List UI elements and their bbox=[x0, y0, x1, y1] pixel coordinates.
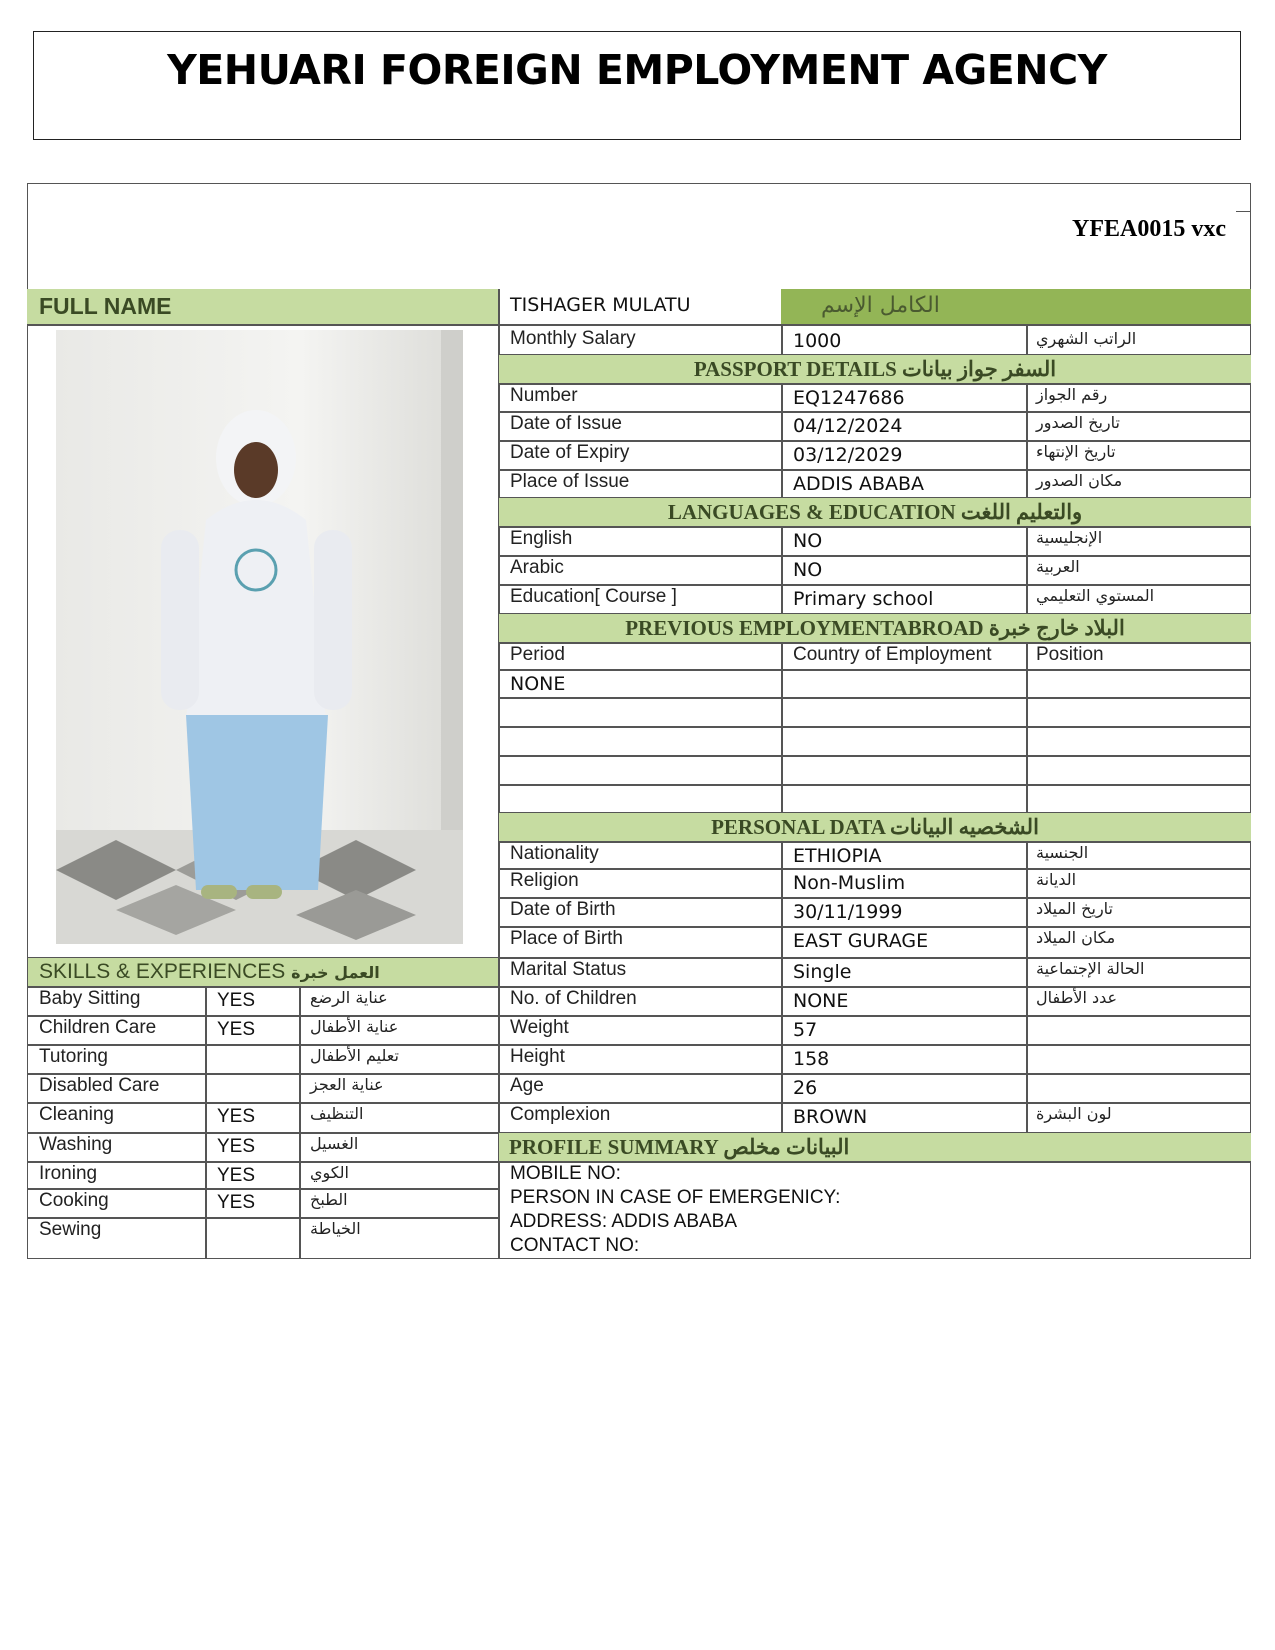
personal-row-label: Place of Birth bbox=[510, 928, 623, 949]
divider bbox=[299, 1015, 301, 1044]
passport-title-ar: السفر جواز بيانات bbox=[902, 357, 1057, 381]
previous-title bbox=[499, 616, 1251, 641]
language-row-ar: المستوي التعليمي bbox=[1036, 586, 1155, 605]
candidate-photo-drawing bbox=[56, 330, 463, 944]
skills-title-en: SKILLS & EXPERIENCES bbox=[39, 960, 286, 983]
skills-title bbox=[39, 960, 380, 984]
languages-title bbox=[499, 500, 1251, 525]
skill-row-label: Children Care bbox=[39, 1017, 157, 1038]
divider bbox=[498, 755, 1251, 757]
summary-title bbox=[509, 1135, 849, 1160]
divider bbox=[205, 1161, 207, 1188]
passport-row-label: Place of Issue bbox=[510, 471, 630, 492]
divider bbox=[1026, 841, 1028, 868]
skill-row-label: Washing bbox=[39, 1134, 113, 1155]
personal-title bbox=[499, 815, 1251, 840]
summary-line: PERSON IN CASE OF EMERGENICY: bbox=[510, 1187, 841, 1208]
language-row-value: NO bbox=[793, 530, 823, 552]
skill-row-label: Sewing bbox=[39, 1219, 102, 1240]
language-row-ar: العربية bbox=[1036, 557, 1080, 576]
divider bbox=[781, 526, 783, 555]
divider bbox=[299, 1188, 301, 1217]
divider bbox=[1026, 555, 1028, 584]
divider bbox=[498, 697, 1251, 699]
personal-row-value: 57 bbox=[793, 1019, 818, 1041]
previous-header: Country of Employment bbox=[793, 644, 992, 665]
passport-row-ar: مكان الصدور bbox=[1036, 471, 1123, 490]
previous-title-ar: البلاد خارج خبرة bbox=[988, 616, 1125, 640]
divider bbox=[1026, 642, 1028, 813]
divider bbox=[1026, 440, 1028, 469]
divider bbox=[1026, 926, 1028, 957]
personal-row-label: Complexion bbox=[510, 1104, 611, 1125]
divider bbox=[1026, 411, 1028, 440]
personal-row-ar: لون البشرة bbox=[1036, 1104, 1112, 1123]
divider bbox=[1026, 324, 1028, 354]
divider bbox=[781, 440, 783, 469]
divider bbox=[781, 411, 783, 440]
divider bbox=[781, 324, 783, 354]
passport-row-value: 03/12/2029 bbox=[793, 444, 903, 466]
skill-row-label: Cleaning bbox=[39, 1104, 114, 1125]
divider bbox=[205, 1132, 207, 1161]
personal-row-value: Single bbox=[793, 961, 852, 983]
personal-row-ar: عدد الأطفال bbox=[1036, 988, 1118, 1007]
languages-title-en: LANGUAGES & EDUCATION bbox=[667, 500, 956, 524]
passport-row-label: Number bbox=[510, 385, 578, 406]
divider bbox=[781, 868, 783, 897]
divider bbox=[781, 383, 783, 412]
personal-row-label: Height bbox=[510, 1046, 565, 1067]
personal-row-label: Marital Status bbox=[510, 959, 627, 980]
divider bbox=[781, 957, 783, 986]
divider bbox=[498, 784, 1251, 786]
language-row-label: English bbox=[510, 528, 573, 549]
divider bbox=[781, 642, 783, 813]
divider bbox=[498, 1044, 1251, 1046]
divider bbox=[498, 526, 1251, 528]
divider bbox=[498, 1015, 1251, 1017]
skill-row-label: Disabled Care bbox=[39, 1075, 160, 1096]
skill-row-value: YES bbox=[217, 990, 256, 1011]
skill-row-value: YES bbox=[217, 1192, 256, 1213]
personal-row-value: EAST GURAGE bbox=[793, 930, 929, 952]
personal-row-value: 30/11/1999 bbox=[793, 901, 903, 923]
divider bbox=[1026, 1015, 1028, 1044]
divider bbox=[498, 726, 1251, 728]
agency-title: YEHUARI FOREIGN EMPLOYMENT AGENCY bbox=[167, 46, 1107, 94]
divider bbox=[27, 324, 1251, 326]
previous-cell: NONE bbox=[510, 673, 566, 695]
personal-row-ar: الحالة الإجتماعية bbox=[1036, 959, 1145, 978]
skill-row-ar: عناية الأطفال bbox=[310, 1017, 399, 1036]
language-row-value: Primary school bbox=[793, 588, 934, 610]
divider bbox=[299, 1044, 301, 1073]
divider bbox=[27, 1161, 498, 1163]
skill-row-label: Cooking bbox=[39, 1190, 109, 1211]
passport-title bbox=[499, 357, 1251, 382]
passport-row-ar: تاريخ الإنتهاء bbox=[1036, 442, 1116, 461]
skill-row-value: YES bbox=[217, 1165, 256, 1186]
summary-title-ar: البيانات مخلص bbox=[723, 1135, 850, 1159]
divider bbox=[299, 1102, 301, 1132]
previous-header: Position bbox=[1036, 644, 1104, 665]
divider bbox=[205, 1217, 207, 1258]
divider bbox=[498, 1102, 1251, 1104]
divider bbox=[1026, 897, 1028, 926]
divider bbox=[781, 1102, 783, 1132]
passport-row-value: EQ1247686 bbox=[793, 387, 905, 409]
divider bbox=[205, 1073, 207, 1102]
skill-row-ar: الكوي bbox=[310, 1163, 349, 1182]
passport-title-en: PASSPORT DETAILS bbox=[693, 357, 897, 381]
passport-row-value: ADDIS ABABA bbox=[793, 473, 925, 495]
skill-row-value: YES bbox=[217, 1019, 256, 1040]
divider bbox=[781, 584, 783, 613]
divider bbox=[781, 1073, 783, 1102]
passport-row-label: Date of Issue bbox=[510, 413, 622, 434]
personal-title-en: PERSONAL DATA bbox=[711, 815, 885, 839]
skills-title-ar: العمل خبرة bbox=[291, 963, 380, 982]
skill-row-label: Tutoring bbox=[39, 1046, 108, 1067]
candidate-photo bbox=[56, 330, 463, 944]
skill-row-label: Ironing bbox=[39, 1163, 98, 1184]
personal-row-ar: مكان الميلاد bbox=[1036, 928, 1116, 947]
form-code: YFEA0015 vxc bbox=[1072, 216, 1226, 242]
languages-title-ar: والتعليم اللغت bbox=[960, 500, 1083, 524]
divider bbox=[1026, 383, 1028, 412]
divider bbox=[205, 1015, 207, 1044]
divider bbox=[205, 1102, 207, 1132]
corner-mark bbox=[1236, 211, 1250, 212]
skill-row-ar: عناية الرضع bbox=[310, 988, 388, 1007]
skill-row-ar: الخياطة bbox=[310, 1219, 361, 1238]
summary-line: CONTACT NO: bbox=[510, 1235, 640, 1256]
fullname-ar-label: الكامل الإسم bbox=[821, 293, 940, 318]
summary-title-en: PROFILE SUMMARY bbox=[509, 1135, 719, 1159]
personal-row-value: NONE bbox=[793, 990, 849, 1012]
summary-line: ADDRESS: ADDIS ABABA bbox=[510, 1211, 738, 1232]
divider bbox=[205, 1044, 207, 1073]
divider bbox=[299, 1217, 301, 1258]
divider bbox=[498, 1073, 1251, 1075]
summary-line: MOBILE NO: bbox=[510, 1163, 621, 1184]
divider bbox=[205, 986, 207, 1015]
skill-row-ar: الغسيل bbox=[310, 1134, 359, 1153]
skill-row-ar: تعليم الأطفال bbox=[310, 1046, 399, 1065]
divider bbox=[1026, 868, 1028, 897]
divider bbox=[781, 1044, 783, 1073]
divider bbox=[498, 669, 1251, 671]
header-box bbox=[33, 31, 1241, 140]
personal-row-ar: الديانة bbox=[1036, 870, 1077, 889]
divider bbox=[498, 868, 1251, 870]
personal-row-value: Non-Muslim bbox=[793, 872, 906, 894]
divider bbox=[1026, 584, 1028, 613]
divider bbox=[1026, 957, 1028, 986]
personal-row-value: ETHIOPIA bbox=[793, 845, 882, 867]
passport-row-ar: تاريخ الصدور bbox=[1036, 413, 1120, 432]
divider bbox=[1026, 526, 1028, 555]
divider bbox=[498, 289, 500, 1259]
language-row-label: Arabic bbox=[510, 557, 564, 578]
previous-header: Period bbox=[510, 644, 565, 665]
skill-row-label: Baby Sitting bbox=[39, 988, 141, 1009]
divider bbox=[781, 841, 783, 868]
personal-row-value: 26 bbox=[793, 1077, 818, 1099]
personal-row-ar: الجنسية bbox=[1036, 843, 1089, 862]
language-row-label: Education[ Course ] bbox=[510, 586, 677, 607]
personal-row-label: Date of Birth bbox=[510, 899, 616, 920]
previous-title-en: PREVIOUS EMPLOYMENTABROAD bbox=[625, 616, 984, 640]
divider bbox=[1026, 469, 1028, 498]
skill-row-ar: التنظيف bbox=[310, 1104, 364, 1123]
divider bbox=[1026, 1073, 1028, 1102]
salary-label: Monthly Salary bbox=[510, 328, 636, 349]
divider bbox=[781, 1015, 783, 1044]
divider bbox=[781, 926, 783, 957]
salary-ar: الراتب الشهري bbox=[1036, 329, 1137, 348]
fullname-ar-band bbox=[781, 289, 1251, 324]
passport-row-ar: رقم الجواز bbox=[1036, 385, 1108, 404]
personal-row-value: BROWN bbox=[793, 1106, 868, 1128]
divider bbox=[781, 469, 783, 498]
skill-row-value: YES bbox=[217, 1106, 256, 1127]
skill-row-ar: عناية العجز bbox=[310, 1075, 384, 1094]
fullname-label-band bbox=[27, 289, 498, 324]
divider bbox=[1026, 1044, 1028, 1073]
divider bbox=[498, 841, 1251, 843]
divider bbox=[781, 986, 783, 1015]
divider bbox=[299, 1161, 301, 1188]
personal-row-label: Age bbox=[510, 1075, 544, 1096]
fullname-value: TISHAGER MULATU bbox=[510, 294, 691, 316]
skill-row-value: YES bbox=[217, 1136, 256, 1157]
divider bbox=[299, 986, 301, 1015]
divider bbox=[299, 1073, 301, 1102]
fullname-label: FULL NAME bbox=[39, 293, 172, 319]
divider bbox=[498, 555, 1251, 557]
passport-row-label: Date of Expiry bbox=[510, 442, 630, 463]
divider bbox=[299, 1132, 301, 1161]
divider bbox=[1026, 986, 1028, 1015]
divider bbox=[205, 1188, 207, 1217]
divider bbox=[1026, 1102, 1028, 1132]
salary-value: 1000 bbox=[793, 330, 842, 352]
divider bbox=[781, 555, 783, 584]
language-row-ar: الإنجليسية bbox=[1036, 528, 1103, 547]
personal-row-ar: تاريخ الميلاد bbox=[1036, 899, 1113, 918]
personal-row-label: Nationality bbox=[510, 843, 599, 864]
skill-row-ar: الطبخ bbox=[310, 1190, 348, 1209]
personal-row-label: No. of Children bbox=[510, 988, 637, 1009]
personal-row-label: Religion bbox=[510, 870, 579, 891]
divider bbox=[498, 383, 1251, 385]
personal-row-label: Weight bbox=[510, 1017, 569, 1038]
personal-row-value: 158 bbox=[793, 1048, 830, 1070]
personal-title-ar: الشخصيه البيانات bbox=[890, 815, 1039, 839]
divider bbox=[781, 897, 783, 926]
passport-row-value: 04/12/2024 bbox=[793, 415, 903, 437]
language-row-value: NO bbox=[793, 559, 823, 581]
